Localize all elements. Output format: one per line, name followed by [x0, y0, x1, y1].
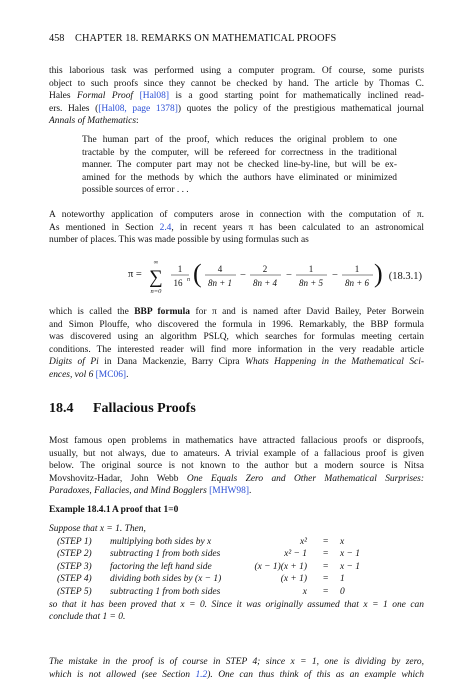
chapter-title: CHAPTER 18. REMARKS ON MATHEMATICAL PROOFS [75, 33, 337, 44]
text-line: was discovered using an algorithm PSLQ, which searches for formulas meeting certain [49, 332, 424, 342]
text-line: which is called the BBP formula for π and is named after David Bailey, Peter Borwein [49, 307, 425, 317]
op-1: − [240, 270, 246, 281]
quote-line: amined for the methods by which the authors have eliminated or minimized [82, 172, 397, 183]
sum-upper: ∞ [153, 259, 159, 266]
op-3: − [332, 270, 338, 281]
section-link-2-4[interactable]: 2.4 [159, 222, 172, 233]
quote-line: possible sources of error . . . [82, 185, 189, 195]
op-2: − [286, 270, 292, 281]
example-title: A proof that 1=0 [112, 505, 179, 515]
term-3-den: 8n + 5 [298, 278, 324, 288]
page-number: 458 [49, 33, 65, 44]
proof-step: (STEP 4) dividing both sides by (x − 1) (x + 1) = 1 [57, 574, 345, 585]
term-4-den: 8n + 6 [344, 278, 370, 288]
sum-lower: n=0 [150, 288, 162, 295]
sum-sign: ∑ [149, 267, 163, 288]
paragraph-mistake [49, 656, 424, 681]
term-1-den: 8n + 1 [207, 278, 233, 288]
left-paren: ( [193, 259, 202, 288]
equation-number: (18.3.1) [388, 271, 422, 282]
text-line: usually, but not always, due to amateurs. A trivial example of a fallacious proof is given [49, 448, 424, 459]
paragraph-bbp [49, 306, 424, 381]
coef-exponent: n [187, 277, 190, 283]
term-2-den: 8n + 4 [252, 278, 278, 288]
text-line: object to such proofs since they cannot be checked by hand. The article by Thomas C. [49, 78, 424, 89]
example-heading [49, 505, 178, 515]
proof-step: (STEP 5) subtracting 1 from both sides x = 0 [57, 586, 345, 597]
text-line: Digits of Pi in Dana Mackenzie, Barry Cipra Whats Happening in the Mathematical Sci- [49, 357, 424, 367]
coef-numerator: 1 [177, 264, 183, 274]
citation-mhw98[interactable]: [MHW98] [209, 486, 249, 496]
section-title: Fallacious Proofs [93, 401, 196, 416]
section-link-1-2[interactable]: 1.2 [195, 669, 208, 680]
text-line: and Simon Plouffe, who discovered the formula in 1996. Remarkably, the BBP formula [49, 319, 424, 330]
text-line: Annals of Mathematics: [49, 116, 139, 126]
right-paren: ) [374, 259, 383, 288]
proof-conclusion-line: so that it has been proved that x = 0. Since it was originally assumed that x = 1 one can [49, 599, 424, 610]
term-4-num: 1 [354, 264, 360, 274]
text-line: As mentioned in Section 2.4, in recent years π has been calculated to an astronomical [49, 222, 424, 233]
text-line: Paradoxes, Fallacies, and Mind Bogglers [MHW98]. [49, 486, 252, 496]
proof-steps [49, 523, 424, 624]
block-quote [82, 134, 397, 197]
proof-step: (STEP 2) subtracting 1 from both sides x² − 1 = x − 1 [57, 549, 360, 560]
section-number: 18.4 [49, 401, 74, 416]
section-heading [49, 401, 196, 417]
formula-lhs: π = [128, 269, 142, 280]
text-line: A noteworthy application of computers arose in connection with the computation of π. [49, 210, 424, 220]
text-line: Most famous open problems in mathematics have attracted fallacious proofs or disproofs, [49, 436, 424, 446]
text-line: Movshovitz-Hadar, John Webb One Equals Zero and Other Mathematical Surprises: [49, 473, 424, 484]
proof-step: (STEP 3) factoring the left hand side (x − 1)(x + 1) = x − 1 [57, 561, 360, 572]
proof-intro: Suppose that x = 1. Then, [49, 524, 146, 534]
proof-conclusion-line: conclude that 1 = 0. [49, 612, 126, 623]
quote-line: tractable by the computer, will be refereed for correctness in the traditional [82, 147, 397, 158]
example-number: Example 18.4.1 [49, 505, 111, 515]
paragraph-fallacious [49, 435, 424, 498]
citation-mc06[interactable]: [MC06] [95, 369, 127, 380]
citation-hal08[interactable]: [Hal08] [133, 91, 169, 101]
text-line: ences, vol 6 [MC06]. [49, 369, 129, 380]
text-line: below. The original source is not known to the author but a modern source is Nitsa [49, 461, 424, 471]
paragraph-pi-computation [49, 209, 424, 247]
text-line: conditions. The interested reader will find more information in the very readable article [49, 344, 424, 355]
bbp-formula [0, 258, 462, 298]
quote-line: manner. The computer part may not be checked line-by-line, but will be ex- [82, 160, 397, 170]
coef-denominator: 16 [173, 278, 183, 288]
quote-line: The human part of the proof, which reduces the original problem to one [82, 135, 397, 145]
citation-hal08-page[interactable]: [Hal08, page 1378] [98, 103, 178, 114]
term-1-num: 4 [217, 264, 223, 274]
term-2-num: 2 [262, 264, 268, 274]
text-line: The mistake in the proof is of course in STEP 4; since x = 1, one is dividing by zero, [49, 657, 424, 667]
text-line: Hales Formal Proof [Hal08] is a good starting point for mathematically inclined read- [49, 91, 424, 101]
proof-step: (STEP 1) multiplying both sides by x x² = x [57, 536, 345, 547]
text-line: which is not allowed (see Section 1.2). One can thus think of this as an example which [49, 669, 424, 680]
text-line: ers. Hales ([Hal08, page 1378]) quotes the policy of the prestigious mathematical journal [49, 103, 424, 114]
term-3-num: 1 [308, 264, 314, 274]
paragraph-computer-proofs [49, 65, 424, 128]
text-line: this laborious task was performed using a computer program. Of course, some purists [49, 66, 424, 76]
text-line: number of places. This was made possible by using formulas such as [49, 235, 309, 245]
